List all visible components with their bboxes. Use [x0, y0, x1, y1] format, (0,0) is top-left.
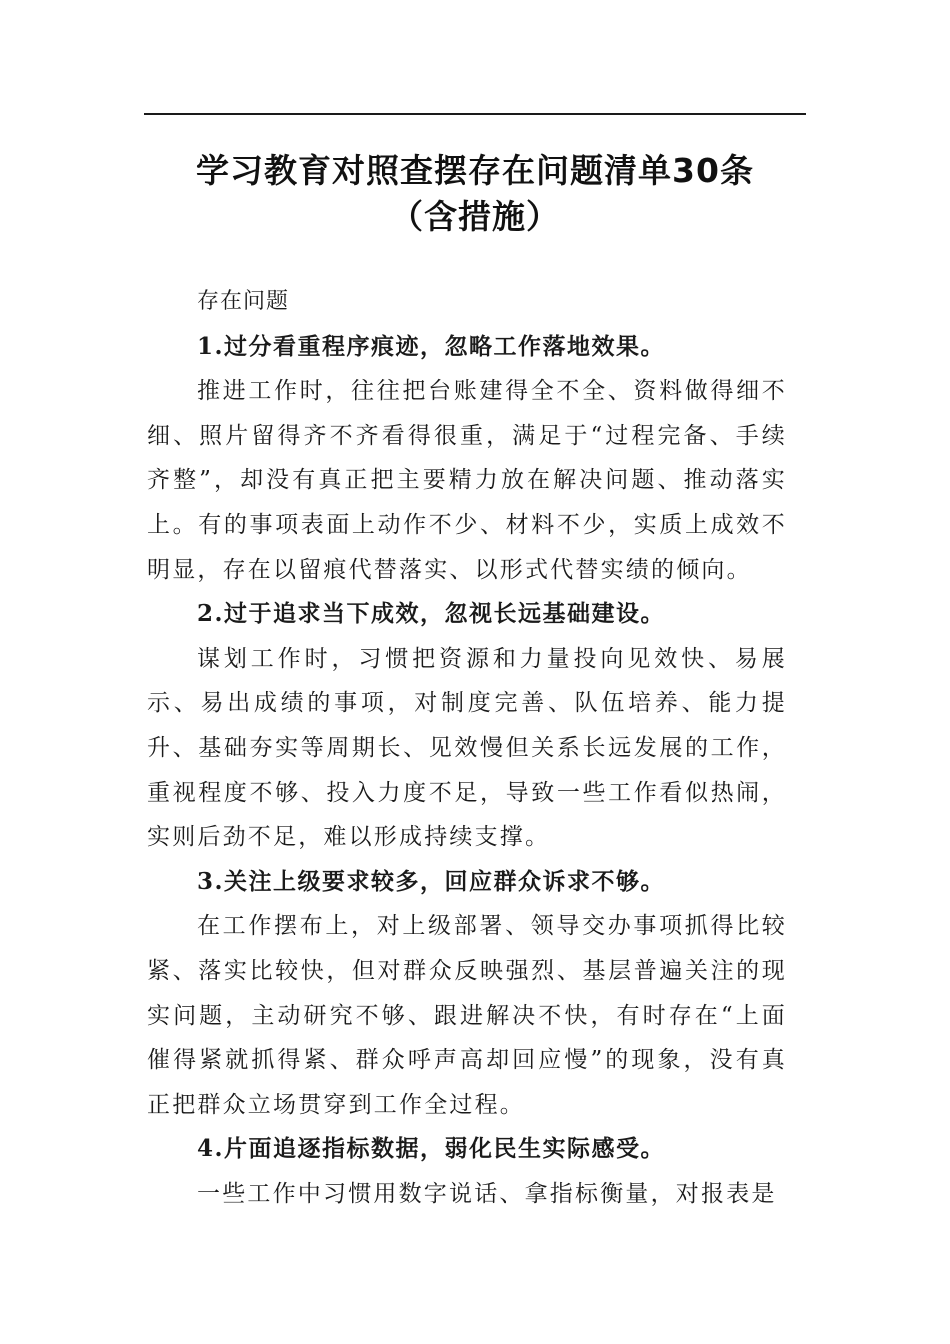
section-heading: 存在问题	[197, 289, 290, 314]
title-line-2: （含措施）	[390, 197, 560, 236]
header-rule	[144, 113, 806, 115]
item-body-1: 推进工作时，往往把台账建得全不全、资料做得细不细、照片留得齐不齐看得很重，满足于“过程完备、手续齐整”，却没有真正把主要精力放在解决问题、推动落实上。有的事项表面上动作不少、材料不少，实质上成效不明显，存在以留痕代替落实、以形式代替实绩的倾向。	[147, 378, 787, 583]
item-body-2: 谋划工作时，习惯把资源和力量投向见效快、易展示、易出成绩的事项，对制度完善、队伍培养、能力提升、基础夯实等周期长、见效慢但关系长远发展的工作，重视程度不够、投入力度不足，导致一些工作看似热闹，实则后劲不足，难以形成持续支撑。	[147, 645, 787, 851]
item-heading-2: 2.过于追求当下成效，忽视长远基础建设。	[197, 600, 666, 628]
item-body-4: 一些工作中习惯用数字说话、拿指标衡量，对报表是	[197, 1180, 777, 1207]
item-heading-1: 1.过分看重程序痕迹，忽略工作落地效果。	[197, 332, 666, 360]
document-body	[147, 280, 787, 1216]
document-title	[144, 148, 806, 240]
item-heading-4: 4.片面追逐指标数据，弱化民生实际感受。	[197, 1135, 666, 1163]
title-line-1: 学习教育对照查摆存在问题清单30条	[196, 151, 754, 190]
item-heading-3: 3.关注上级要求较多，回应群众诉求不够。	[197, 867, 666, 895]
item-body-3: 在工作摆布上，对上级部署、领导交办事项抓得比较紧、落实比较快，但对群众反映强烈、基层普遍关注的现实问题，主动研究不够、跟进解决不快，有时存在“上面催得紧就抓得紧、群众呼声高却回应慢”的现象，没有真正把群众立场贯穿到工作全过程。	[147, 913, 787, 1118]
